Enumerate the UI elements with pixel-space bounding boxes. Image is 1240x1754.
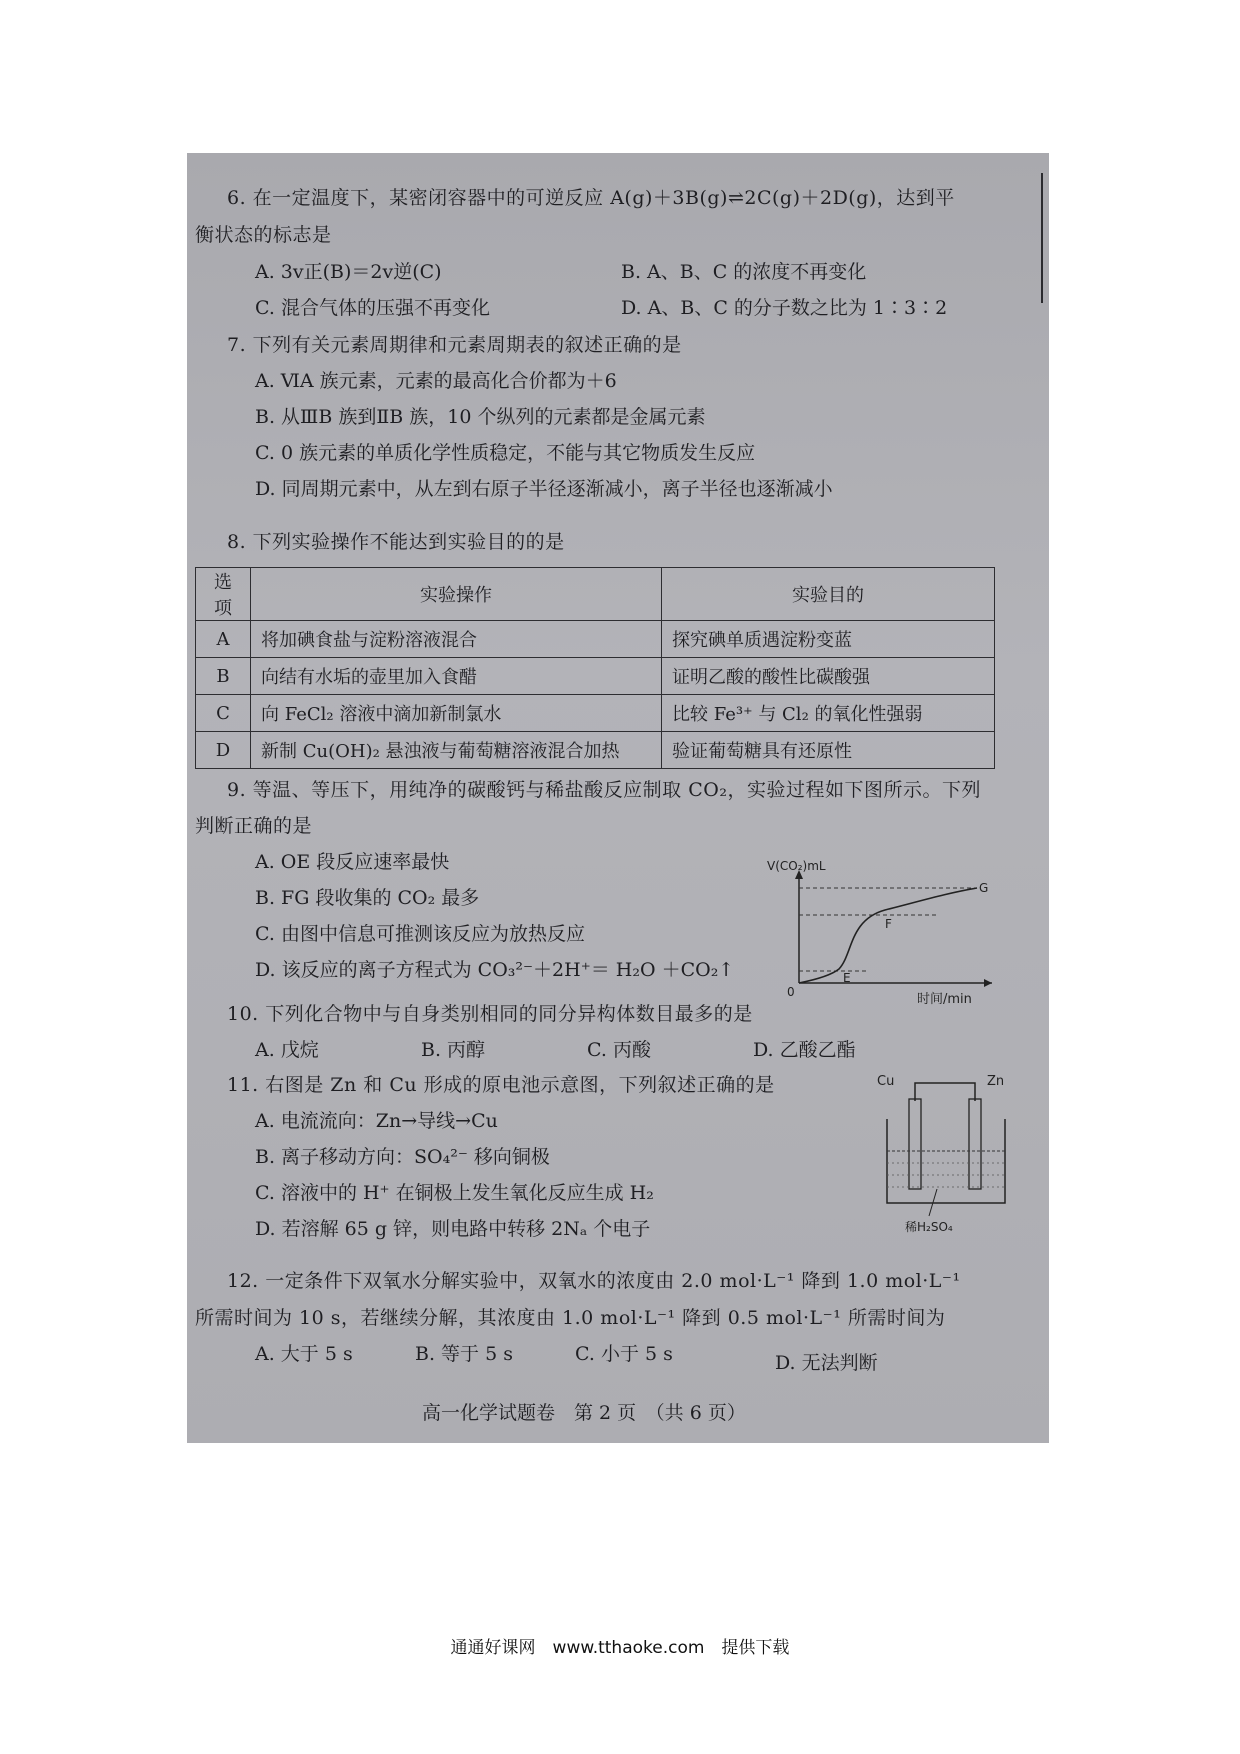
q9-option-d: D. 该反应的离子方程式为 CO₃²⁻＋2H⁺＝ H₂O ＋CO₂↑ xyxy=(255,959,735,981)
q12-stem-line1: 12. 一定条件下双氧水分解实验中，双氧水的浓度由 2.0 mol·L⁻¹ 降到 1.0 mol·L⁻¹ xyxy=(227,1270,961,1292)
q11-option-b: B. 离子移动方向：SO₄²⁻ 移向铜极 xyxy=(255,1146,550,1168)
q7-option-d: D. 同周期元素中，从左到右原子半径逐渐减小，离子半径也逐渐减小 xyxy=(255,478,833,500)
q9-option-a: A. OE 段反应速率最快 xyxy=(255,851,450,873)
q8-stem: 8. 下列实验操作不能达到实验目的的是 xyxy=(227,531,565,553)
q6-option-d: D. A、B、C 的分子数之比为 1∶3∶2 xyxy=(621,297,948,319)
cell-label-cu: Cu xyxy=(877,1074,895,1089)
cu-electrode xyxy=(909,1099,921,1189)
q9-stem-line2: 判断正确的是 xyxy=(195,815,313,837)
q6-option-a: A. 3v正(B)＝2v逆(C) xyxy=(255,261,442,283)
row-purpose: 验证葡萄糖具有还原性 xyxy=(662,732,995,769)
page-footer: 高一化学试题卷 第 2 页 （共 6 页） xyxy=(422,1402,746,1424)
q10-option-c: C. 丙酸 xyxy=(587,1039,651,1061)
graph-curve xyxy=(799,888,977,983)
graph-x-label: 时间/min xyxy=(917,992,972,1007)
row-purpose: 比较 Fe³⁺ 与 Cl₂ 的氧化性强弱 xyxy=(662,695,995,732)
table-header-row xyxy=(196,568,995,621)
q7-stem: 7. 下列有关元素周期律和元素周期表的叙述正确的是 xyxy=(227,334,682,356)
header-option: 选项 xyxy=(196,568,251,621)
graph-point-f: F xyxy=(885,917,892,931)
row-operation: 向 FeCl₂ 溶液中滴加新制氯水 xyxy=(251,695,662,732)
row-operation: 向结有水垢的壶里加入食醋 xyxy=(251,658,662,695)
table-row xyxy=(196,732,995,769)
exam-paper-photo xyxy=(187,153,1049,1443)
q6-option-c: C. 混合气体的压强不再变化 xyxy=(255,297,490,319)
download-source-note: 通通好课网 www.tthaoke.com 提供下载 xyxy=(450,1638,790,1658)
table-row xyxy=(196,621,995,658)
row-purpose: 探究碘单质遇淀粉变蓝 xyxy=(662,621,995,658)
row-operation: 将加碘食盐与淀粉溶液混合 xyxy=(251,621,662,658)
graph-origin-label: 0 xyxy=(787,985,795,999)
q12-option-d: D. 无法判断 xyxy=(775,1352,878,1374)
q10-stem: 10. 下列化合物中与自身类别相同的同分异构体数目最多的是 xyxy=(227,1003,753,1025)
row-purpose: 证明乙酸的酸性比碳酸强 xyxy=(662,658,995,695)
q11-stem: 11. 右图是 Zn 和 Cu 形成的原电池示意图，下列叙述正确的是 xyxy=(227,1074,775,1096)
header-purpose: 实验目的 xyxy=(662,568,995,621)
q11-option-c: C. 溶液中的 H⁺ 在铜极上发生氧化反应生成 H₂ xyxy=(255,1182,654,1204)
q10-option-d: D. 乙酸乙酯 xyxy=(753,1039,856,1061)
paper-edge-line xyxy=(1041,173,1043,303)
table-row xyxy=(196,695,995,732)
graph-point-e: E xyxy=(843,971,851,985)
q12-option-b: B. 等于 5 s xyxy=(415,1343,513,1365)
cell-label-solution: 稀H₂SO₄ xyxy=(905,1220,953,1234)
graph-x-arrow xyxy=(984,979,992,987)
table-row xyxy=(196,658,995,695)
cell-wire xyxy=(915,1083,975,1101)
q12-stem-line2: 所需时间为 10 s，若继续分解，其浓度由 1.0 mol·L⁻¹ 降到 0.5 mol·L⁻¹ 所需时间为 xyxy=(195,1307,946,1329)
row-operation: 新制 Cu(OH)₂ 悬浊液与葡萄糖溶液混合加热 xyxy=(251,732,662,769)
q9-stem-line1: 9. 等温、等压下，用纯净的碳酸钙与稀盐酸反应制取 CO₂，实验过程如下图所示。下列 xyxy=(227,779,981,801)
q12-option-a: A. 大于 5 s xyxy=(255,1343,353,1365)
q7-option-a: A. ⅥA 族元素，元素的最高化合价都为＋6 xyxy=(255,370,617,392)
graph-point-g: G xyxy=(979,881,989,895)
zn-electrode xyxy=(969,1099,981,1189)
cell-beaker xyxy=(887,1119,1005,1203)
q7-option-c: C. 0 族元素的单质化学性质稳定，不能与其它物质发生反应 xyxy=(255,442,756,464)
q8-experiment-table xyxy=(195,567,995,769)
q11-option-d: D. 若溶解 65 g 锌，则电路中转移 2Nₐ 个电子 xyxy=(255,1218,651,1240)
q6-option-b: B. A、B、C 的浓度不再变化 xyxy=(621,261,867,283)
graph-y-label: V(CO₂)mL xyxy=(767,859,826,873)
q9-option-c: C. 由图中信息可推测该反应为放热反应 xyxy=(255,923,585,945)
row-option: B xyxy=(196,658,251,695)
q9-volume-time-graph xyxy=(767,858,997,1008)
row-option: D xyxy=(196,732,251,769)
q10-option-b: B. 丙醇 xyxy=(421,1039,486,1061)
row-option: C xyxy=(196,695,251,732)
cell-label-zn: Zn xyxy=(987,1074,1005,1089)
q12-option-c: C. 小于 5 s xyxy=(575,1343,673,1365)
q6-stem-line2: 衡状态的标志是 xyxy=(195,224,332,246)
header-operation: 实验操作 xyxy=(251,568,662,621)
q7-option-b: B. 从ⅢB 族到ⅡB 族，10 个纵列的元素都是金属元素 xyxy=(255,406,706,428)
q11-option-a: A. 电流流向：Zn→导线→Cu xyxy=(255,1110,498,1132)
q9-option-b: B. FG 段收集的 CO₂ 最多 xyxy=(255,887,480,909)
q6-stem-line1: 6. 在一定温度下，某密闭容器中的可逆反应 A(g)＋3B(g)⇌2C(g)＋2D(g)，达到平 xyxy=(227,187,955,209)
q10-option-a: A. 戊烷 xyxy=(255,1039,319,1061)
q11-galvanic-cell-diagram xyxy=(877,1071,1017,1236)
row-option: A xyxy=(196,621,251,658)
